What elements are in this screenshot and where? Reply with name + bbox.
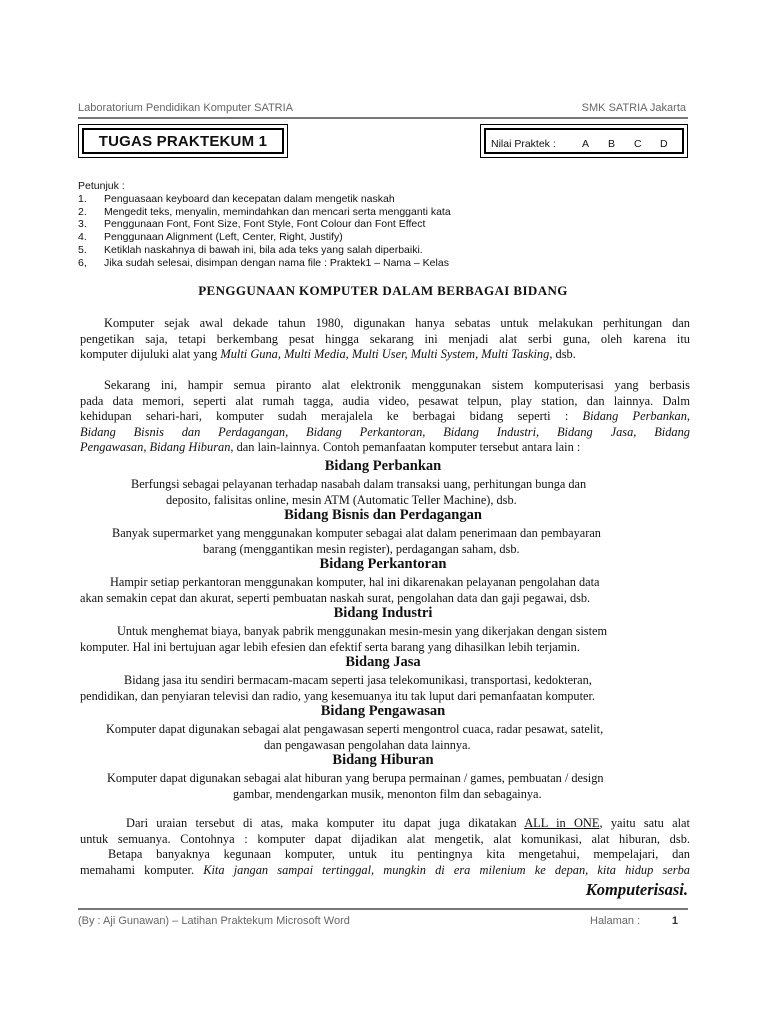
section-body-bisnis: barang (menggantikan mesin register), perdagangan saham, dsb. [203, 542, 520, 556]
footer-page-number: 1 [671, 915, 678, 927]
section-body-perbankan: deposito, falisitas online, mesin ATM (Automatic Teller Machine), dsb. [166, 493, 517, 507]
section-body-jasa: pendidikan, dan penyiaran televisi dan radio, yang kesemuanya itu tak luput dari pemanfaatan komputer. [80, 689, 595, 703]
instruction-item: 5. Ketiklah naskahnya di bawah ini, bila ada teks yang salah diperbaiki. [78, 243, 423, 256]
instructions-heading: Petunjuk : [78, 180, 125, 192]
section-heading-pengawasan: Bidang Pengawasan [320, 703, 446, 719]
grade-d: D [660, 138, 668, 150]
section-body-hiburan: Komputer dapat digunakan sebagai alat hiburan yang berupa permainan / games, pembuatan / design [107, 771, 604, 785]
instruction-item: 3. Penggunaan Font, Font Size, Font Style, Font Colour dan Font Effect [78, 218, 426, 231]
section-body-hiburan: gambar, mendengarkan musik, menonton film dan sebagainya. [233, 787, 542, 801]
instructions [78, 180, 451, 270]
section-heading-jasa: Bidang Jasa [345, 654, 421, 670]
conclusion-paragraph: Dari uraian tersebut di atas, maka komputer itu dapat juga dikatakan ALL in ONE, yaitu satu alat untuk semuanya. Contohnya : komputer dapat dijadikan alat mengetik, alat komunikasi, alat hiburan, dsb. Betapa banyaknya kegunaan komputer, untuk itu pentingnya kita mengetahui, mempelajari, dan memahami komputer. Kita jangan sampai tertinggal, mungkin di era milenium ke depan, kita hidup serba [80, 816, 690, 877]
grade-label: Nilai Praktek : [491, 138, 556, 150]
instruction-item: 6, Jika sudah selesai, disimpan dengan nama file : Praktek1 – Nama – Kelas [78, 256, 449, 269]
section-body-industri: Untuk menghemat biaya, banyak pabrik menggunakan mesin-mesin yang dikerjakan dengan sistem [117, 624, 608, 638]
section-body-perkantoran: akan semakin cepat dan akurat, seperti pembuatan naskah surat, pengolahan data dan gaji pegawai, dsb. [80, 591, 591, 605]
section-body-pengawasan: Komputer dapat digunakan sebagai alat pengawasan seperti mengontrol cuaca, radar pesawat, satelit, [106, 722, 604, 736]
section-body-pengawasan: dan pengawasan pengolahan data lainnya. [264, 738, 471, 752]
second-paragraph: Sekarang ini, hampir semua piranto alat elektronik menggunakan sistem komputerisasi yang berbasis pada data memori, seperti alat rumah tagga, audia video, pesawat telpun, play station, dan lainnya. Dalm kehidupan sehari-hari, komputer sudah merajalela ke berbagai bidang seperti : Bidang Perbankan, Bidang Bisnis dan Perdagangan, Bidang Perkantoran, Bidang Industri, Bidang Jasa, Bidang Pengawasan, Bidang Hiburan, dan lain-lainnya. Contoh pemanfaatan komputer tersebut antara lain : [80, 378, 690, 455]
footer-author: (By : Aji Gunawan) – Latihan Praktekum Microsoft Word [78, 915, 350, 927]
instruction-item: 2. Mengedit teks, menyalin, memindahkan dan mencari serta mengganti kata [78, 205, 451, 218]
intro-paragraph: Komputer sejak awal dekade tahun 1980, digunakan hanya sebatas untuk melakukan perhitungan dan pengetikan saja, tetapi berkembang pesat hingga sekarang ini menjadi alat serbi guna, oleh karena itu komputer dijuluki alat yang Multi Guna, Multi Media, Multi User, Multi System, Multi Tasking, dsb. [80, 316, 690, 362]
assignment-title: TUGAS PRAKTEKUM 1 [82, 128, 284, 154]
section-body-perkantoran: Hampir setiap perkantoran menggunakan komputer, hal ini dikarenakan pelayanan pengolahan data [110, 575, 600, 589]
grade-b: B [608, 138, 616, 150]
instruction-item: 4. Penggunaan Alignment (Left, Center, Right, Justify) [78, 231, 343, 244]
footer-page-label: Halaman : [590, 915, 641, 927]
running-header [78, 102, 686, 116]
header-rule [78, 117, 688, 119]
section-body-perbankan: Berfungsi sebagai pelayanan terhadap nasabah dalam transaksi uang, perhitungan bunga dan [131, 477, 587, 491]
section-heading-perbankan: Bidang Perbankan [324, 458, 442, 474]
section-heading-perkantoran: Bidang Perkantoran [319, 556, 447, 572]
grade-box [480, 124, 688, 158]
article-title: PENGGUNAAN KOMPUTER DALAM BERBAGAI BIDANG [198, 283, 568, 298]
section-heading-bisnis: Bidang Bisnis dan Perdagangan [284, 507, 482, 523]
grade-a: A [582, 138, 590, 150]
closing-word: Komputerisasi. [585, 880, 688, 899]
title-box [78, 124, 288, 158]
section-heading-hiburan: Bidang Hiburan [332, 752, 434, 768]
section-body-jasa: Bidang jasa itu sendiri bermacam-macam seperti jasa telekomunikasi, transportasi, kedokteran, [124, 673, 592, 687]
section-body-bisnis: Banyak supermarket yang menggunakan komputer sebagai alat dalam penerimaan dan pembayaran [112, 526, 601, 540]
grade-c: C [634, 138, 642, 150]
section-heading-industri: Bidang Industri [333, 605, 433, 621]
instruction-item: 1. Penguasaan keyboard dan kecepatan dalam mengetik naskah [78, 192, 395, 205]
footer-rule [78, 908, 688, 910]
header-school-name: SMK SATRIA Jakarta [581, 102, 686, 114]
header-lab-name: Laboratorium Pendidikan Komputer SATRIA [78, 102, 294, 114]
section-body-industri: komputer. Hal ini bertujuan agar lebih efesien dan efektif serta barang yang dihasilkan lebih terjamin. [80, 640, 580, 654]
all-in-one-text: ALL in ONE [524, 816, 600, 830]
